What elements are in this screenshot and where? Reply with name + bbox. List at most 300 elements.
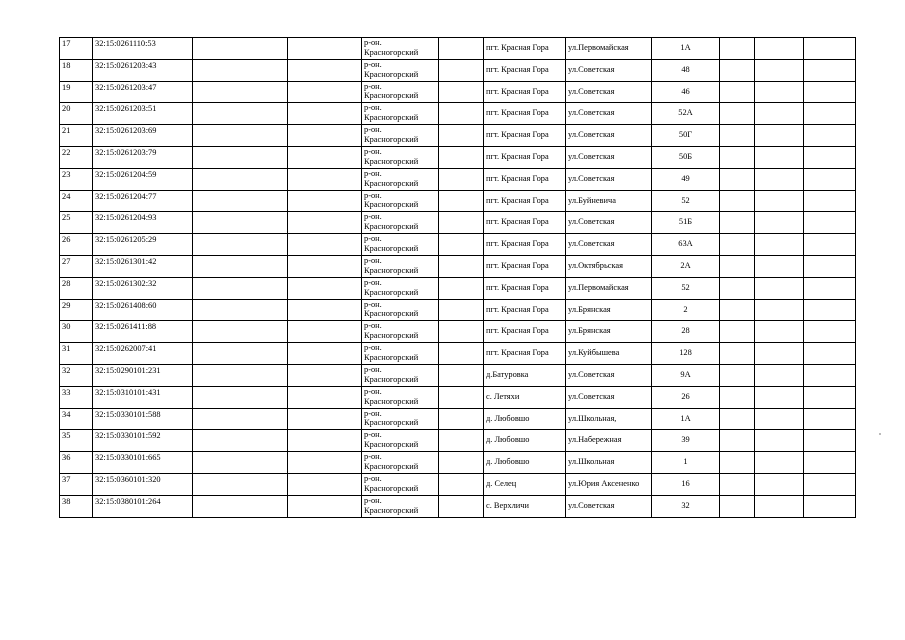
district-cell	[362, 299, 439, 321]
district-name: Красногорский	[364, 69, 419, 79]
cadastral-number: 32:15:0330101:665	[93, 452, 193, 474]
empty-cell	[720, 59, 755, 81]
table-row	[60, 430, 856, 452]
empty-cell	[193, 299, 288, 321]
row-number: 35	[60, 430, 93, 452]
locality-cell: пгт. Красная Гора	[484, 321, 566, 343]
district-name: Красногорский	[364, 418, 419, 428]
empty-cell	[804, 430, 856, 452]
empty-cell	[755, 59, 804, 81]
district-prefix: р-он.	[364, 146, 382, 156]
house-number: 32	[652, 495, 720, 517]
street-cell: ул.Советская	[566, 146, 652, 168]
empty-cell	[720, 452, 755, 474]
table-row	[60, 59, 856, 81]
empty-cell	[720, 321, 755, 343]
empty-cell	[804, 59, 856, 81]
cadastral-number: 32:15:0261204:59	[93, 168, 193, 190]
table-row	[60, 168, 856, 190]
locality-cell: д. Селец	[484, 473, 566, 495]
table-row	[60, 495, 856, 517]
empty-cell	[193, 59, 288, 81]
empty-cell	[439, 364, 484, 386]
district-prefix: р-он.	[364, 103, 382, 113]
empty-cell	[439, 343, 484, 365]
empty-cell	[439, 452, 484, 474]
empty-cell	[804, 408, 856, 430]
empty-cell	[720, 168, 755, 190]
empty-cell	[193, 168, 288, 190]
cadastral-number: 32:15:0261411:88	[93, 321, 193, 343]
district-name: Красногорский	[364, 309, 419, 319]
empty-cell	[720, 473, 755, 495]
table-row	[60, 103, 856, 125]
street-cell: ул.Советская	[566, 212, 652, 234]
district-prefix: р-он.	[364, 495, 382, 505]
empty-cell	[288, 473, 362, 495]
empty-cell	[439, 255, 484, 277]
district-prefix: р-он.	[364, 343, 382, 353]
table-row	[60, 277, 856, 299]
empty-cell	[804, 38, 856, 60]
locality-cell: пгт. Красная Гора	[484, 125, 566, 147]
table-row	[60, 321, 856, 343]
house-number: 1А	[652, 408, 720, 430]
empty-cell	[720, 430, 755, 452]
empty-cell	[288, 38, 362, 60]
street-cell: ул.Первомайская	[566, 277, 652, 299]
row-number: 21	[60, 125, 93, 147]
empty-cell	[193, 386, 288, 408]
empty-cell	[720, 255, 755, 277]
district-prefix: р-он.	[364, 386, 382, 396]
row-number: 22	[60, 146, 93, 168]
locality-cell: д. Любовшо	[484, 452, 566, 474]
locality-cell: пгт. Красная Гора	[484, 81, 566, 103]
district-cell	[362, 408, 439, 430]
district-cell	[362, 212, 439, 234]
district-name: Красногорский	[364, 331, 419, 341]
empty-cell	[755, 103, 804, 125]
district-prefix: р-он.	[364, 452, 382, 462]
table-row	[60, 364, 856, 386]
empty-cell	[804, 321, 856, 343]
empty-cell	[755, 212, 804, 234]
empty-cell	[288, 59, 362, 81]
district-cell	[362, 38, 439, 60]
empty-cell	[755, 168, 804, 190]
empty-cell	[439, 473, 484, 495]
empty-cell	[439, 277, 484, 299]
empty-cell	[439, 408, 484, 430]
empty-cell	[439, 146, 484, 168]
house-number: 2	[652, 299, 720, 321]
empty-cell	[288, 430, 362, 452]
empty-cell	[193, 277, 288, 299]
district-prefix: р-он.	[364, 59, 382, 69]
table-row	[60, 125, 856, 147]
empty-cell	[755, 146, 804, 168]
house-number: 49	[652, 168, 720, 190]
street-cell: ул.Советская	[566, 386, 652, 408]
empty-cell	[804, 277, 856, 299]
empty-cell	[193, 408, 288, 430]
empty-cell	[288, 255, 362, 277]
row-number: 33	[60, 386, 93, 408]
district-prefix: р-он.	[364, 212, 382, 222]
table-row	[60, 386, 856, 408]
district-cell	[362, 277, 439, 299]
district-cell	[362, 234, 439, 256]
district-prefix: р-он.	[364, 473, 382, 483]
row-number: 19	[60, 81, 93, 103]
empty-cell	[288, 495, 362, 517]
document-page	[59, 37, 856, 518]
empty-cell	[288, 234, 362, 256]
table-row	[60, 343, 856, 365]
street-cell: ул.Советская	[566, 103, 652, 125]
empty-cell	[193, 495, 288, 517]
empty-cell	[755, 408, 804, 430]
empty-cell	[439, 299, 484, 321]
district-prefix: р-он.	[364, 299, 382, 309]
empty-cell	[288, 321, 362, 343]
empty-cell	[193, 234, 288, 256]
empty-cell	[804, 473, 856, 495]
district-cell	[362, 386, 439, 408]
house-number: 39	[652, 430, 720, 452]
row-number: 37	[60, 473, 93, 495]
empty-cell	[288, 386, 362, 408]
empty-cell	[720, 234, 755, 256]
empty-cell	[804, 255, 856, 277]
district-name: Красногорский	[364, 287, 419, 297]
table-body	[60, 38, 856, 518]
row-number: 24	[60, 190, 93, 212]
house-number: 128	[652, 343, 720, 365]
house-number: 2А	[652, 255, 720, 277]
cadastral-number: 32:15:0261203:79	[93, 146, 193, 168]
empty-cell	[193, 430, 288, 452]
empty-cell	[720, 125, 755, 147]
row-number: 30	[60, 321, 93, 343]
house-number: 1	[652, 452, 720, 474]
empty-cell	[804, 386, 856, 408]
locality-cell: пгт. Красная Гора	[484, 59, 566, 81]
street-cell: ул.Первомайская	[566, 38, 652, 60]
empty-cell	[288, 146, 362, 168]
cadastral-number: 32:15:0261203:43	[93, 59, 193, 81]
locality-cell: пгт. Красная Гора	[484, 38, 566, 60]
street-cell: ул.Юрия Аксененко	[566, 473, 652, 495]
district-prefix: р-он.	[364, 408, 382, 418]
empty-cell	[193, 125, 288, 147]
empty-cell	[288, 299, 362, 321]
cadastral-number: 32:15:0290101:231	[93, 364, 193, 386]
empty-cell	[720, 343, 755, 365]
empty-cell	[804, 343, 856, 365]
street-cell: ул.Куйбышева	[566, 343, 652, 365]
district-prefix: р-он.	[364, 168, 382, 178]
empty-cell	[720, 277, 755, 299]
locality-cell: пгт. Красная Гора	[484, 343, 566, 365]
district-cell	[362, 190, 439, 212]
district-cell	[362, 125, 439, 147]
locality-cell: пгт. Красная Гора	[484, 103, 566, 125]
locality-cell: д. Любовшо	[484, 408, 566, 430]
street-cell: ул.Буйневича	[566, 190, 652, 212]
row-number: 34	[60, 408, 93, 430]
cadastral-number: 32:15:0310101:431	[93, 386, 193, 408]
house-number: 46	[652, 81, 720, 103]
cadastral-number: 32:15:0261203:69	[93, 125, 193, 147]
district-prefix: р-он.	[364, 38, 382, 47]
house-number: 52	[652, 277, 720, 299]
house-number: 63А	[652, 234, 720, 256]
district-name: Красногорский	[364, 47, 419, 57]
empty-cell	[804, 299, 856, 321]
district-name: Красногорский	[364, 243, 419, 253]
street-cell: ул.Советская	[566, 59, 652, 81]
district-prefix: р-он.	[364, 430, 382, 440]
locality-cell: пгт. Красная Гора	[484, 190, 566, 212]
street-cell: ул.Набережная	[566, 430, 652, 452]
empty-cell	[193, 146, 288, 168]
empty-cell	[720, 103, 755, 125]
cadastral-number: 32:15:0330101:592	[93, 430, 193, 452]
district-name: Красногорский	[364, 178, 419, 188]
district-cell	[362, 146, 439, 168]
house-number: 28	[652, 321, 720, 343]
empty-cell	[804, 364, 856, 386]
district-name: Красногорский	[364, 91, 419, 101]
district-prefix: р-он.	[364, 364, 382, 374]
district-cell	[362, 495, 439, 517]
empty-cell	[755, 255, 804, 277]
empty-cell	[193, 212, 288, 234]
empty-cell	[804, 103, 856, 125]
empty-cell	[439, 81, 484, 103]
empty-cell	[288, 81, 362, 103]
cadastral-number: 32:15:0360101:320	[93, 473, 193, 495]
row-number: 20	[60, 103, 93, 125]
empty-cell	[804, 168, 856, 190]
house-number: 51Б	[652, 212, 720, 234]
district-name: Красногорский	[364, 505, 419, 515]
locality-cell: пгт. Красная Гора	[484, 299, 566, 321]
empty-cell	[755, 386, 804, 408]
empty-cell	[439, 190, 484, 212]
empty-cell	[288, 364, 362, 386]
district-name: Красногорский	[364, 440, 419, 450]
district-prefix: р-он.	[364, 125, 382, 135]
empty-cell	[720, 386, 755, 408]
empty-cell	[439, 234, 484, 256]
district-prefix: р-он.	[364, 190, 382, 200]
empty-cell	[755, 321, 804, 343]
district-cell	[362, 452, 439, 474]
scan-speck	[879, 433, 881, 435]
house-number: 50Г	[652, 125, 720, 147]
house-number: 48	[652, 59, 720, 81]
empty-cell	[193, 321, 288, 343]
locality-cell: пгт. Красная Гора	[484, 146, 566, 168]
empty-cell	[193, 343, 288, 365]
street-cell: ул.Брянская	[566, 299, 652, 321]
empty-cell	[288, 103, 362, 125]
empty-cell	[720, 495, 755, 517]
locality-cell: пгт. Красная Гора	[484, 234, 566, 256]
house-number: 16	[652, 473, 720, 495]
empty-cell	[193, 473, 288, 495]
cadastral-number: 32:15:0261205:29	[93, 234, 193, 256]
empty-cell	[439, 495, 484, 517]
cadastral-number: 32:15:0261408:60	[93, 299, 193, 321]
district-cell	[362, 103, 439, 125]
empty-cell	[755, 190, 804, 212]
house-number: 52А	[652, 103, 720, 125]
empty-cell	[720, 408, 755, 430]
street-cell: ул.Советская	[566, 495, 652, 517]
row-number: 28	[60, 277, 93, 299]
empty-cell	[755, 81, 804, 103]
district-prefix: р-он.	[364, 81, 382, 91]
row-number: 32	[60, 364, 93, 386]
empty-cell	[755, 473, 804, 495]
street-cell: ул.Школьная,	[566, 408, 652, 430]
empty-cell	[755, 343, 804, 365]
table-row	[60, 190, 856, 212]
district-name: Красногорский	[364, 396, 419, 406]
empty-cell	[288, 190, 362, 212]
row-number: 29	[60, 299, 93, 321]
locality-cell: пгт. Красная Гора	[484, 212, 566, 234]
district-name: Красногорский	[364, 134, 419, 144]
row-number: 36	[60, 452, 93, 474]
district-cell	[362, 343, 439, 365]
empty-cell	[804, 190, 856, 212]
empty-cell	[720, 212, 755, 234]
row-number: 18	[60, 59, 93, 81]
table-row	[60, 408, 856, 430]
district-prefix: р-он.	[364, 321, 382, 331]
empty-cell	[439, 168, 484, 190]
empty-cell	[755, 452, 804, 474]
empty-cell	[804, 146, 856, 168]
property-table	[59, 37, 856, 518]
empty-cell	[755, 125, 804, 147]
empty-cell	[755, 430, 804, 452]
table-row	[60, 452, 856, 474]
district-prefix: р-он.	[364, 234, 382, 244]
empty-cell	[439, 59, 484, 81]
house-number: 26	[652, 386, 720, 408]
empty-cell	[193, 103, 288, 125]
street-cell: ул.Советская	[566, 168, 652, 190]
empty-cell	[439, 386, 484, 408]
table-row	[60, 234, 856, 256]
empty-cell	[804, 212, 856, 234]
house-number: 52	[652, 190, 720, 212]
empty-cell	[288, 408, 362, 430]
street-cell: ул.Советская	[566, 234, 652, 256]
empty-cell	[720, 299, 755, 321]
row-number: 27	[60, 255, 93, 277]
district-prefix: р-он.	[364, 277, 382, 287]
street-cell: ул.Брянская	[566, 321, 652, 343]
empty-cell	[439, 430, 484, 452]
empty-cell	[193, 38, 288, 60]
empty-cell	[755, 364, 804, 386]
row-number: 38	[60, 495, 93, 517]
table-row	[60, 146, 856, 168]
district-name: Красногорский	[364, 461, 419, 471]
empty-cell	[193, 255, 288, 277]
cadastral-number: 32:15:0380101:264	[93, 495, 193, 517]
table-row	[60, 255, 856, 277]
locality-cell: д. Любовшо	[484, 430, 566, 452]
cadastral-number: 32:15:0330101:588	[93, 408, 193, 430]
district-name: Красногорский	[364, 374, 419, 384]
empty-cell	[804, 81, 856, 103]
locality-cell: д.Батуровка	[484, 364, 566, 386]
street-cell: ул.Октябрьская	[566, 255, 652, 277]
table-row	[60, 81, 856, 103]
empty-cell	[193, 364, 288, 386]
empty-cell	[439, 321, 484, 343]
empty-cell	[193, 452, 288, 474]
empty-cell	[439, 125, 484, 147]
district-name: Красногорский	[364, 113, 419, 123]
cadastral-number: 32:15:0261301:42	[93, 255, 193, 277]
district-name: Красногорский	[364, 265, 419, 275]
empty-cell	[288, 168, 362, 190]
cadastral-number: 32:15:0261110:53	[93, 38, 193, 60]
locality-cell: пгт. Красная Гора	[484, 255, 566, 277]
empty-cell	[288, 125, 362, 147]
locality-cell: пгт. Красная Гора	[484, 277, 566, 299]
empty-cell	[804, 495, 856, 517]
district-name: Красногорский	[364, 352, 419, 362]
house-number: 1А	[652, 38, 720, 60]
table-row	[60, 38, 856, 60]
empty-cell	[720, 364, 755, 386]
district-name: Красногорский	[364, 222, 419, 232]
district-prefix: р-он.	[364, 255, 382, 265]
street-cell: ул.Советская	[566, 125, 652, 147]
row-number: 23	[60, 168, 93, 190]
street-cell: ул.Школьная	[566, 452, 652, 474]
empty-cell	[755, 234, 804, 256]
locality-cell: с. Летяхи	[484, 386, 566, 408]
empty-cell	[720, 190, 755, 212]
row-number: 25	[60, 212, 93, 234]
district-cell	[362, 430, 439, 452]
empty-cell	[439, 38, 484, 60]
empty-cell	[439, 103, 484, 125]
district-cell	[362, 364, 439, 386]
district-name: Красногорский	[364, 483, 419, 493]
row-number: 31	[60, 343, 93, 365]
empty-cell	[755, 299, 804, 321]
empty-cell	[755, 38, 804, 60]
empty-cell	[720, 146, 755, 168]
cadastral-number: 32:15:0261204:93	[93, 212, 193, 234]
street-cell: ул.Советская	[566, 81, 652, 103]
empty-cell	[439, 212, 484, 234]
locality-cell: пгт. Красная Гора	[484, 168, 566, 190]
district-cell	[362, 59, 439, 81]
